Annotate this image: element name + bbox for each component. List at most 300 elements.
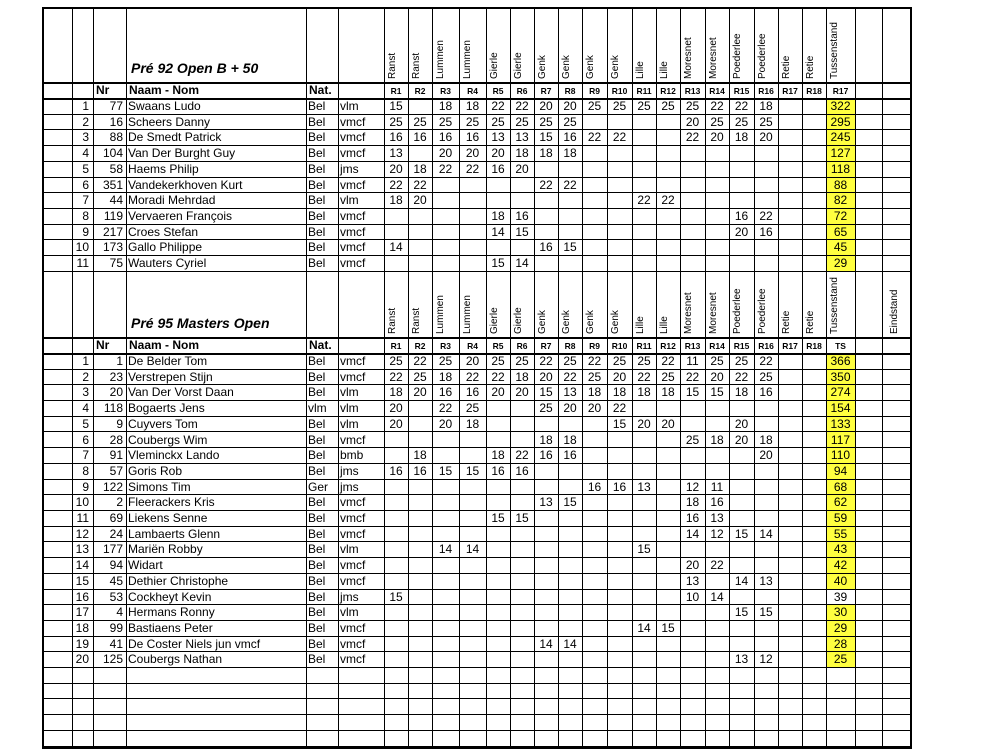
round-score: 13 (539, 495, 553, 509)
round-score: 13 (563, 385, 577, 399)
total-score: 43 (833, 542, 848, 556)
rider-club: vmcf (340, 178, 366, 192)
row-position: 17 (75, 605, 89, 619)
rider-number: 2 (116, 495, 123, 509)
total-score: 154 (830, 401, 851, 415)
round-score: 18 (685, 495, 700, 509)
row-position: 10 (75, 240, 89, 254)
round-score: 16 (563, 448, 577, 462)
header-ts: TS (835, 341, 846, 351)
rider-number: 99 (109, 621, 123, 635)
header-nr: Nr (96, 83, 110, 97)
rider-club: vmcf (340, 146, 366, 160)
sheet-top-border (42, 7, 910, 9)
rider-club: vmcf (340, 209, 366, 223)
rider-name: Liekens Senne (128, 511, 208, 525)
round-score: 20 (734, 417, 749, 431)
rider-nationality: Bel (308, 574, 326, 588)
round-score: 16 (563, 130, 577, 144)
rider-club: bmb (340, 448, 364, 462)
round-score: 25 (465, 115, 480, 129)
round-score: 20 (661, 417, 675, 431)
rider-club: vlm (340, 99, 359, 113)
rider-club: vmcf (340, 240, 366, 254)
row-line (42, 698, 910, 699)
venue-label: Lille (635, 316, 646, 334)
total-score: 55 (833, 527, 848, 541)
round-score: 18 (759, 99, 773, 113)
row-position: 13 (75, 542, 89, 556)
rider-name: Simons Tim (128, 480, 191, 494)
rider-club: vlm (340, 193, 359, 207)
rider-nationality: Bel (308, 448, 326, 462)
venue-label: Lummen (435, 40, 446, 79)
rider-nationality: Bel (308, 178, 326, 192)
row-line (42, 683, 910, 684)
round-header: R5 (492, 341, 504, 351)
column-line (802, 7, 803, 749)
round-header: R6 (516, 341, 528, 351)
venue-label: Ranst (387, 307, 398, 334)
round-score: 22 (759, 209, 773, 223)
row-position: 3 (82, 385, 89, 399)
round-score: 20 (389, 162, 403, 176)
row-position: 16 (75, 590, 89, 604)
rider-number: 94 (109, 558, 123, 572)
round-header: R12 (660, 341, 676, 351)
rider-name: Van Der Burght Guy (128, 146, 236, 160)
rider-nationality: Bel (308, 621, 326, 635)
round-score: 15 (539, 130, 553, 144)
rider-nationality: Bel (308, 209, 326, 223)
round-score: 15 (491, 256, 505, 270)
round-score: 16 (465, 130, 480, 144)
round-score: 22 (612, 130, 627, 144)
rider-nationality: Bel (308, 130, 326, 144)
rider-club: vmcf (340, 652, 366, 666)
round-score: 20 (759, 130, 773, 144)
venue-label: Retie (781, 55, 792, 79)
rider-name: Croes Stefan (128, 225, 199, 239)
rider-name: Lambaerts Glenn (128, 527, 221, 541)
total-score: 133 (830, 417, 851, 431)
venue-label: Moresnet (683, 292, 694, 334)
round-score: 22 (563, 370, 577, 384)
rider-number: 104 (102, 146, 123, 160)
rider-number: 45 (109, 574, 123, 588)
row-line (42, 714, 910, 715)
rider-club: jms (340, 464, 359, 478)
rider-number: 122 (102, 480, 123, 494)
round-header: R2 (414, 341, 426, 351)
round-score: 18 (515, 146, 529, 160)
round-score: 12 (685, 480, 700, 494)
round-header: R6 (516, 86, 528, 96)
rider-nationality: Bel (308, 542, 326, 556)
rider-club: vmcf (340, 511, 366, 525)
rider-name: Vandekerkhoven Kurt (128, 178, 243, 192)
total-score: 94 (833, 464, 848, 478)
round-score: 25 (710, 115, 724, 129)
round-header: R3 (440, 86, 451, 96)
round-score: 20 (413, 193, 427, 207)
round-score: 20 (389, 417, 403, 431)
round-score: 22 (587, 130, 602, 144)
round-score: 20 (539, 99, 553, 113)
rider-number: 173 (102, 240, 123, 254)
column-line (882, 7, 883, 749)
round-score: 25 (515, 354, 529, 368)
rider-name: Van Der Vorst Daan (128, 385, 234, 399)
rider-name: Bogaerts Jens (128, 401, 205, 415)
round-score: 14 (438, 542, 453, 556)
round-score: 20 (515, 385, 529, 399)
round-score: 18 (734, 385, 749, 399)
row-position: 20 (75, 652, 89, 666)
rider-name: Coubergs Wim (128, 433, 208, 447)
round-header: R14 (709, 86, 725, 96)
rider-name: Cuyvers Tom (128, 417, 198, 431)
round-score: 22 (637, 370, 651, 384)
rider-number: 1 (116, 354, 123, 368)
rider-number: 23 (109, 370, 123, 384)
round-score: 22 (612, 401, 627, 415)
round-score: 25 (685, 433, 700, 447)
round-score: 15 (515, 225, 529, 239)
round-score: 22 (491, 99, 505, 113)
total-score: 350 (830, 370, 851, 384)
round-score: 20 (759, 448, 773, 462)
row-line (42, 557, 910, 558)
rider-club: jms (340, 480, 359, 494)
total-score: 45 (833, 240, 848, 254)
round-score: 13 (491, 130, 505, 144)
round-score: 18 (539, 433, 553, 447)
rider-nationality: Bel (308, 225, 326, 239)
rider-club: vmcf (340, 370, 366, 384)
rider-club: vmcf (340, 130, 366, 144)
venue-label: Retie (805, 310, 816, 334)
round-header: R13 (684, 341, 701, 351)
round-score: 20 (465, 146, 480, 160)
rider-number: 44 (109, 193, 123, 207)
round-header: R16 (758, 86, 774, 96)
round-score: 25 (539, 115, 553, 129)
venue-label: Genk (537, 310, 548, 334)
row-position: 10 (75, 495, 89, 509)
row-position: 5 (82, 162, 89, 176)
header-nr: Nr (96, 338, 110, 352)
round-score: 20 (438, 146, 453, 160)
round-score: 15 (515, 511, 529, 525)
venue-label: Poederlee (732, 33, 743, 79)
column-line (778, 7, 779, 749)
total-score: 59 (833, 511, 848, 525)
round-score: 18 (759, 433, 773, 447)
round-score: 20 (438, 417, 453, 431)
venue-label: Ranst (411, 52, 422, 79)
rider-nationality: Bel (308, 652, 326, 666)
rider-name: Gallo Philippe (128, 240, 203, 254)
rider-number: 58 (109, 162, 123, 176)
rider-nationality: Bel (308, 115, 326, 129)
round-score: 16 (413, 464, 427, 478)
round-score: 20 (563, 401, 577, 415)
venue-label: Gierle (489, 52, 500, 79)
rider-name: Goris Rob (128, 464, 183, 478)
round-score: 16 (389, 130, 403, 144)
total-score: 127 (830, 146, 851, 160)
round-score: 16 (539, 240, 553, 254)
round-score: 22 (389, 178, 403, 192)
round-score: 22 (587, 354, 602, 368)
round-score: 14 (515, 256, 529, 270)
row-position: 11 (76, 511, 89, 525)
round-score: 18 (465, 417, 480, 431)
venue-label: Gierle (489, 307, 500, 334)
rider-nationality: Bel (308, 354, 326, 368)
column-line (42, 7, 44, 749)
venue-label: Retie (781, 310, 792, 334)
rider-club: vmcf (340, 558, 366, 572)
round-header: R14 (709, 341, 725, 351)
venue-label: Retie (805, 55, 816, 79)
rider-club: vmcf (340, 495, 366, 509)
rider-number: 4 (116, 605, 123, 619)
round-header: R16 (758, 341, 774, 351)
round-score: 11 (686, 354, 699, 368)
section-title: Pré 92 Open B + 50 (131, 60, 259, 76)
round-score: 25 (612, 354, 627, 368)
round-score: 18 (734, 130, 749, 144)
row-position: 3 (82, 130, 89, 144)
round-score: 22 (685, 370, 700, 384)
round-header: R7 (540, 341, 552, 351)
round-score: 15 (563, 495, 577, 509)
rider-name: Vervaeren François (128, 209, 233, 223)
row-position: 1 (82, 99, 89, 113)
round-header: R10 (611, 341, 628, 351)
total-score: 28 (833, 637, 848, 651)
rider-name: De Coster Niels jun vmcf (128, 637, 261, 651)
rider-nationality: Bel (308, 558, 326, 572)
total-score: 25 (833, 652, 848, 666)
round-score: 20 (389, 401, 403, 415)
venue-label: Gierle (513, 52, 524, 79)
round-header: R11 (636, 341, 652, 351)
round-header: R9 (589, 341, 600, 351)
round-score: 16 (685, 511, 700, 525)
rider-name: Dethier Christophe (128, 574, 229, 588)
rider-number: 77 (109, 99, 123, 113)
round-score: 18 (438, 99, 453, 113)
round-score: 16 (612, 480, 627, 494)
round-score: 16 (515, 464, 529, 478)
header-name: Naam - Nom (129, 83, 200, 97)
round-score: 15 (734, 527, 749, 541)
row-position: 4 (82, 401, 89, 415)
rider-nationality: Bel (308, 511, 326, 525)
round-score: 20 (710, 370, 724, 384)
rider-number: 88 (109, 130, 123, 144)
round-score: 22 (438, 162, 453, 176)
round-score: 25 (661, 370, 675, 384)
round-score: 25 (710, 354, 724, 368)
rider-number: 41 (109, 637, 123, 651)
rider-number: 91 (109, 448, 123, 462)
rider-name: Scheers Danny (128, 115, 211, 129)
row-position: 2 (82, 115, 89, 129)
round-score: 25 (438, 115, 453, 129)
round-score: 14 (759, 527, 773, 541)
row-position: 14 (75, 558, 89, 572)
total-score: 118 (830, 162, 851, 176)
round-score: 15 (661, 621, 675, 635)
round-score: 18 (465, 99, 480, 113)
round-score: 18 (413, 162, 427, 176)
row-position: 4 (82, 146, 89, 160)
venue-label: Genk (585, 55, 596, 79)
venue-label: Moresnet (683, 37, 694, 79)
round-score: 25 (491, 115, 505, 129)
round-score: 25 (389, 115, 403, 129)
rider-number: 125 (102, 652, 123, 666)
round-score: 15 (734, 605, 749, 619)
round-score: 13 (710, 511, 724, 525)
round-score: 25 (612, 99, 627, 113)
total-score: 65 (833, 225, 848, 239)
round-score: 22 (734, 370, 749, 384)
rider-nationality: Bel (308, 256, 326, 270)
venue-label: Genk (610, 55, 621, 79)
venue-label: Genk (561, 55, 572, 79)
round-score: 25 (759, 115, 773, 129)
total-score: 29 (833, 621, 848, 635)
row-line (42, 730, 910, 731)
total-score: 322 (830, 99, 851, 113)
round-score: 18 (438, 370, 453, 384)
total-score: 82 (833, 193, 848, 207)
column-line (338, 7, 339, 749)
rider-name: Mariën Robby (128, 542, 203, 556)
rider-club: vmcf (340, 225, 366, 239)
row-position: 1 (82, 354, 89, 368)
round-score: 13 (637, 480, 651, 494)
round-score: 15 (389, 99, 403, 113)
rider-nationality: Bel (308, 385, 326, 399)
rider-club: vmcf (340, 354, 366, 368)
round-score: 20 (491, 385, 505, 399)
round-score: 16 (759, 385, 773, 399)
round-score: 20 (685, 558, 700, 572)
round-score: 14 (734, 574, 749, 588)
header-nat: Nat. (309, 338, 332, 352)
rider-nationality: Bel (308, 590, 326, 604)
round-score: 20 (612, 370, 627, 384)
round-score: 22 (413, 354, 427, 368)
round-header: R17 (782, 341, 798, 351)
round-score: 22 (710, 558, 724, 572)
round-score: 16 (587, 480, 602, 494)
total-score: 29 (833, 256, 848, 270)
round-score: 25 (413, 370, 427, 384)
rider-nationality: Bel (308, 495, 326, 509)
rider-name: Swaans Ludo (128, 99, 201, 113)
rider-club: vmcf (340, 115, 366, 129)
rider-name: Coubergs Nathan (128, 652, 223, 666)
round-score: 18 (710, 433, 724, 447)
round-header: R8 (564, 341, 576, 351)
round-score: 25 (587, 370, 602, 384)
round-score: 16 (710, 495, 724, 509)
venue-label: Genk (610, 310, 621, 334)
round-score: 14 (563, 637, 577, 651)
total-score: 110 (830, 448, 851, 462)
round-score: 22 (491, 370, 505, 384)
venue-label: Tussenstand (829, 277, 840, 334)
rider-club: jms (340, 162, 359, 176)
venue-label: Moresnet (708, 292, 719, 334)
round-score: 15 (491, 511, 505, 525)
round-header: R1 (390, 86, 402, 96)
round-score: 20 (710, 130, 724, 144)
round-score: 18 (539, 146, 553, 160)
round-score: 22 (710, 99, 724, 113)
venue-label: Genk (537, 55, 548, 79)
header-name: Naam - Nom (129, 338, 200, 352)
rider-nationality: Bel (308, 433, 326, 447)
round-score: 14 (389, 240, 403, 254)
total-score: 295 (830, 115, 851, 129)
round-score: 13 (389, 146, 403, 160)
rider-name: Haems Philip (128, 162, 199, 176)
round-score: 25 (491, 354, 505, 368)
round-score: 25 (759, 370, 773, 384)
rider-club: vmcf (340, 574, 366, 588)
row-position: 6 (82, 178, 89, 192)
round-score: 18 (637, 385, 651, 399)
row-position: 11 (76, 256, 89, 270)
rider-name: Bastiaens Peter (128, 621, 213, 635)
rider-club: vlm (340, 385, 359, 399)
rider-number: 16 (109, 115, 123, 129)
row-position: 8 (82, 209, 89, 223)
round-header: R17 (782, 86, 798, 96)
round-score: 14 (539, 637, 553, 651)
round-score: 18 (515, 370, 529, 384)
venue-label: Ranst (387, 52, 398, 79)
venue-label: Poederlee (757, 288, 768, 334)
round-score: 22 (389, 370, 403, 384)
round-score: 18 (389, 385, 403, 399)
round-score: 25 (438, 354, 453, 368)
round-score: 16 (438, 385, 453, 399)
round-score: 15 (612, 417, 627, 431)
venue-label: Poederlee (757, 33, 768, 79)
round-score: 18 (413, 448, 427, 462)
row-position: 7 (82, 193, 89, 207)
round-header: R18 (806, 341, 822, 351)
round-header: R15 (733, 341, 750, 351)
round-score: 13 (734, 652, 749, 666)
header-ts: R17 (832, 86, 849, 96)
rider-nationality: Bel (308, 99, 326, 113)
rider-club: vlm (340, 417, 359, 431)
rider-number: 28 (109, 433, 123, 447)
total-score: 40 (833, 574, 848, 588)
total-score: 68 (833, 480, 848, 494)
round-score: 18 (491, 209, 505, 223)
